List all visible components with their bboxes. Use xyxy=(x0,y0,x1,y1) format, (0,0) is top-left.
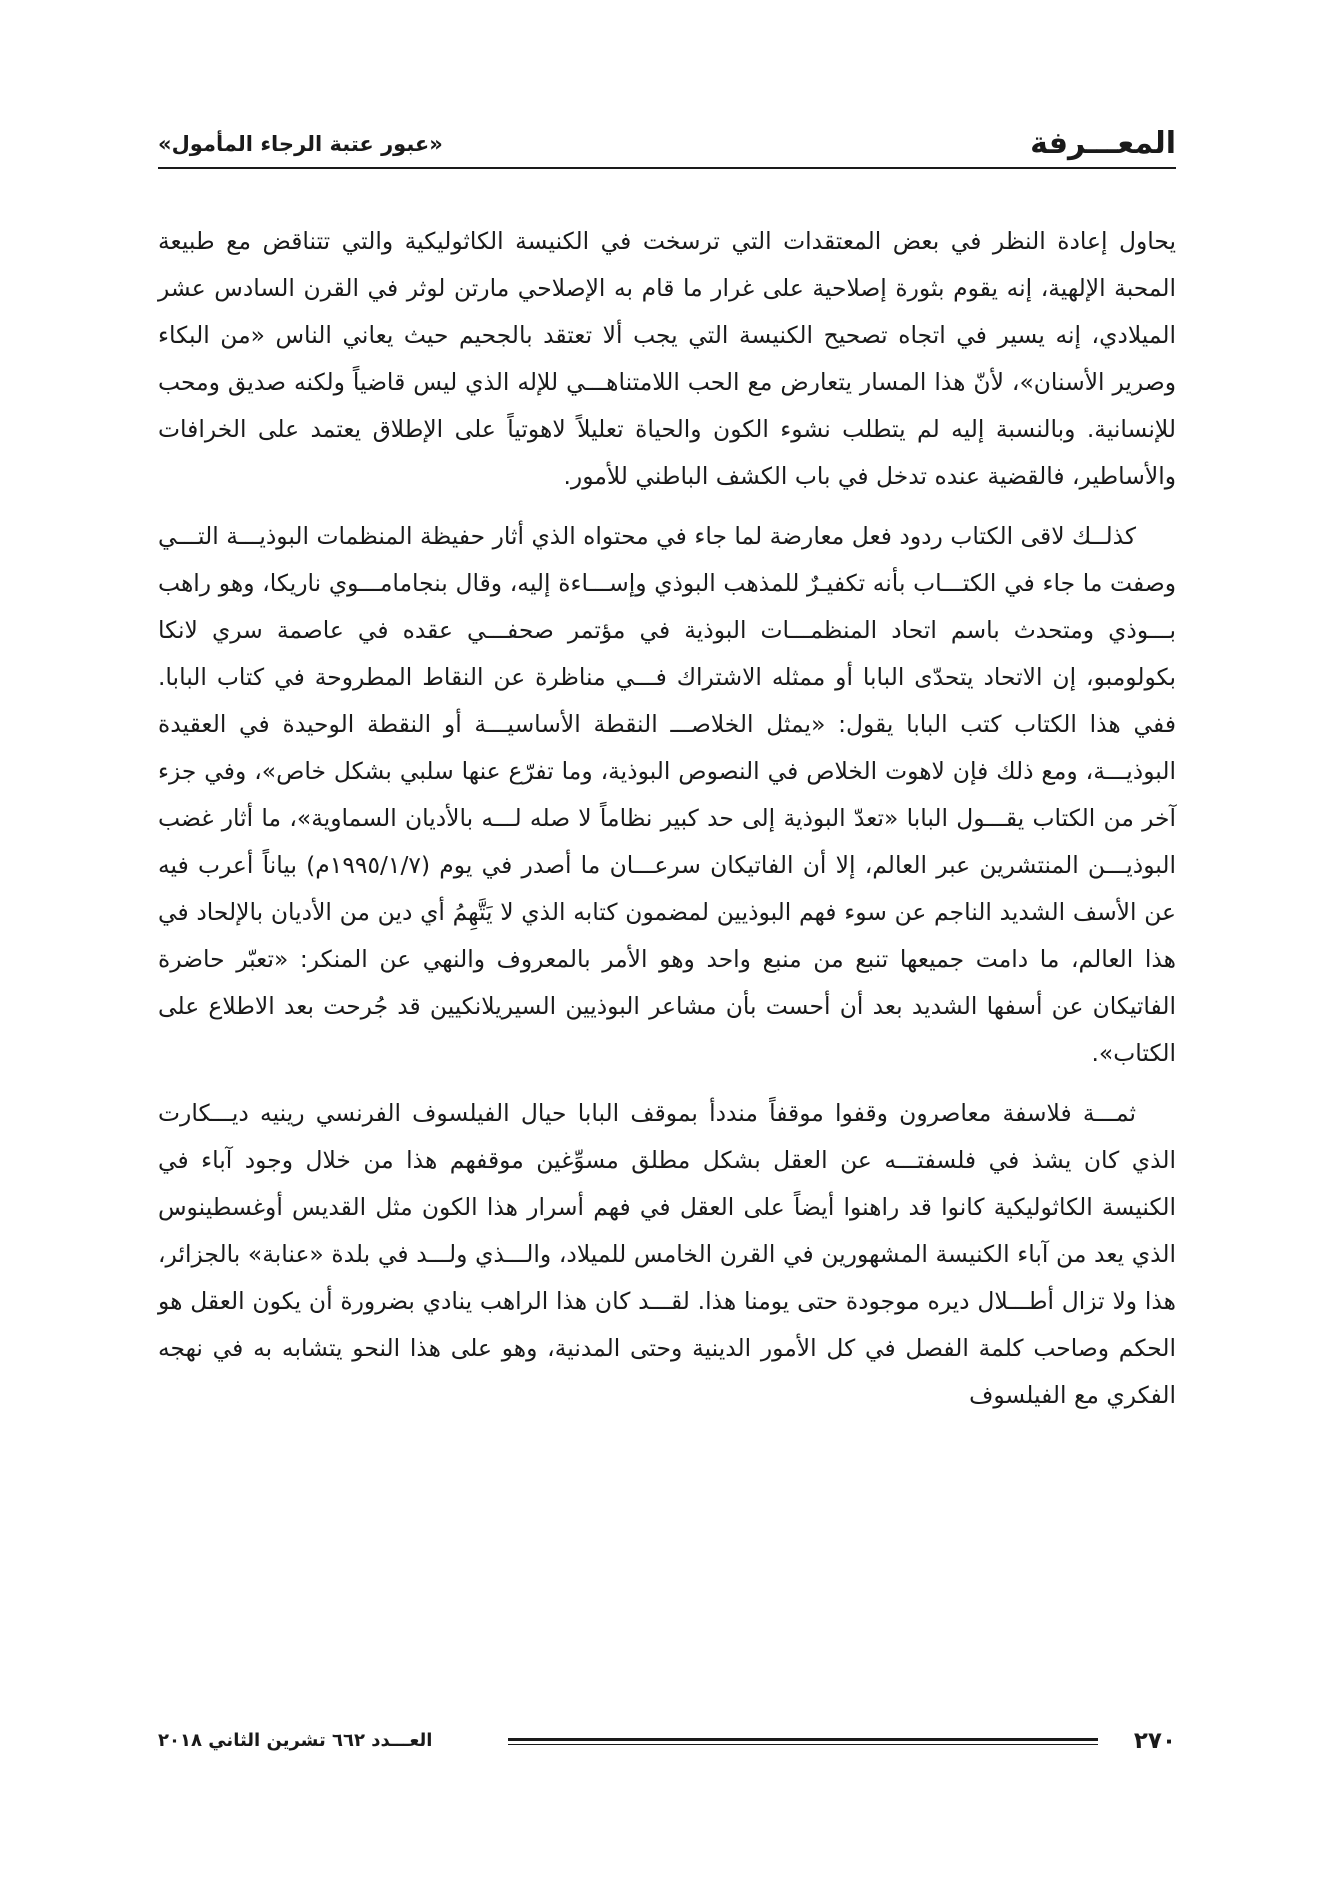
page-header xyxy=(158,120,1176,170)
paragraph-2: كذلــك لاقى الكتاب ردود فعل معارضة لما جاء في محتواه الذي أثار حفيظة المنظمات البوذيـــة التـــي وصفت ما جاء في الكتـــاب بأنه تكفيـرٌ للمذهب البوذي وإســـاءة إليه، وقال بنجامامـــوي ناريكا، وهو راهب بـــوذي ومتحدث باسم اتحاد المنظمـــات البوذية في مؤتمر صحفـــي عقده في عاصمة سري لانكا بكولومبو، إن الاتحاد يتحدّى البابا أو ممثله الاشتراك فـــي مناظرة عن النقاط المطروحة في كتاب البابا. ففي هذا الكتاب كتب البابا يقول: «يمثل الخلاصـــ النقطة الأساسيـــة أو النقطة الوحيدة في العقيدة البوذيـــة، ومع ذلك فإن لاهوت الخلاص في النصوص البوذية، وما تفرّع عنها سلبي بشكل خاص»، وفي جزء آخر من الكتاب يقـــول البابا «تعدّ البوذية إلى حد كبير نظاماً لا صله لـــه بالأديان السماوية»، ما أثار غضب البوذيـــن المنتشرين عبر العالم، إلا أن الفاتيكان سرعـــان ما أصدر في يوم (١٩٩٥/١/٧م) بياناً أعرب فيه عن الأسف الشديد الناجم عن سوء فهم البوذيين لمضمون كتابه الذي لا يَتَّهِمُ أي دين من الأديان بالإلحاد في هذا العالم، ما دامت جميعها تنبع من منبع واحد وهو الأمر بالمعروف والنهي عن المنكر: «تعبّر حاضرة الفاتيكان عن أسفها الشديد بعد أن أحست بأن مشاعر البوذيين السيريلانكيين قد جُرحت بعد الاطلاع على الكتاب». xyxy=(158,522,1176,1067)
footer-divider xyxy=(508,1738,1098,1745)
paragraph-3: ثمـــة فلاسفة معاصرون وقفوا موقفاً منددأ بموقف البابا حيال الفيلسوف الفرنسي رينيه ديـــكارت الذي كان يشذ في فلسفتـــه عن العقل بشكل مطلق مسوِّغين موقفهم هذا من خلال وجود آباء في الكنيسة الكاثوليكية كانوا قد راهنوا أيضاً على العقل في فهم أسرار هذا الكون مثل القديس أوغسطينوس الذي يعد من آباء الكنيسة المشهورين في القرن الخامس للميلاد، والـــذي ولـــد في بلدة «عنابة» بالجزائر، هذا ولا تزال أطـــلال ديره موجودة حتى يومنا هذا. لقـــد كان هذا الراهب ينادي بضرورة أن يكون العقل هو الحكم وصاحب كلمة الفصل في كل الأمور الدينية وحتى المدنية، وهو على هذا النحو يتشابه به في نهجه الفكري مع الفيلسوف xyxy=(158,1099,1176,1409)
paragraph-1: يحاول إعادة النظر في بعض المعتقدات التي ترسخت في الكنيسة الكاثوليكية والتي تتناقض مع طبيعة المحبة الإلهية، إنه يقوم بثورة إصلاحية على غرار ما قام به الإصلاحي مارتن لوثر في القرن السادس عشر الميلادي، إنه يسير في اتجاه تصحيح الكنيسة التي يجب ألا تعتقد بالجحيم حيث يعاني الناس «من البكاء وصرير الأسنان»، لأنّ هذا المسار يتعارض مع الحب اللامتناهـــي للإله الذي ليس قاضياً ولكنه صديق ومحب للإنسانية. وبالنسبة إليه لم يتطلب نشوء الكون والحياة تعليلاً لاهوتياً على الإطلاق يعتمد على الخرافات والأساطير، فالقضية عنده تدخل في باب الكشف الباطني للأمور. xyxy=(158,227,1176,490)
page-footer xyxy=(158,1722,1176,1762)
header-divider xyxy=(158,167,1176,169)
page-number: ٢٧٠ xyxy=(1133,1728,1176,1754)
magazine-logo: المعـــرفة xyxy=(1030,126,1176,161)
running-article-title: «عبور عتبة الرجاء المأمول» xyxy=(158,132,443,156)
issue-info: العـــدد ٦٦٢ تشرين الثاني ٢٠١٨ xyxy=(158,1730,433,1751)
article-body xyxy=(158,218,1176,1432)
